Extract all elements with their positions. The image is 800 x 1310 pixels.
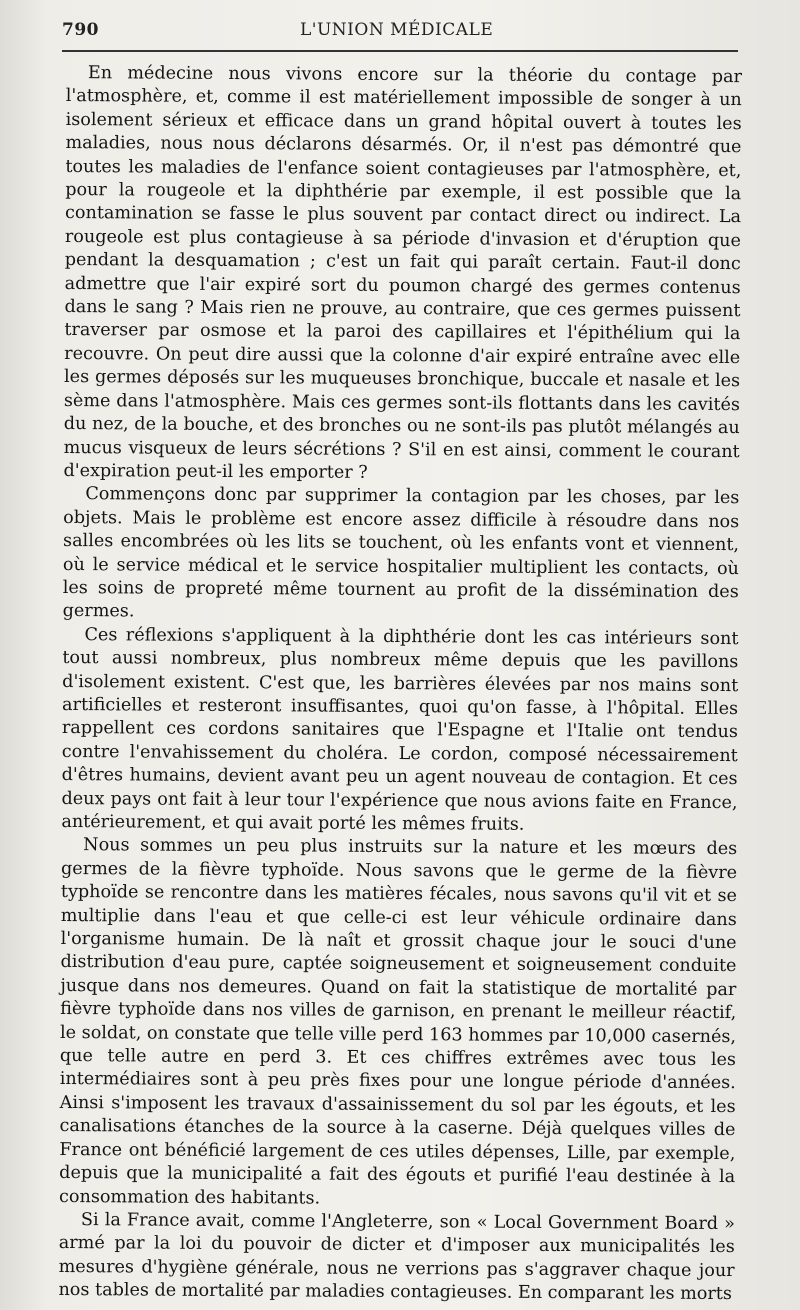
running-head xyxy=(62,14,746,44)
page-number: 790 xyxy=(62,20,99,40)
body-text xyxy=(58,62,742,1307)
journal-title: L'UNION MÉDICALE xyxy=(300,20,494,40)
header-rule xyxy=(62,50,738,52)
paragraph-2: Commençons donc par supprimer la contagion par les choses, par les objets. Mais le problème est encore assez difficile à résoudre dans nos salles encombrées où les lits se touchent, où les enfants vont et viennent, où le service médical et le service hospitalier multiplient les contacts, où les soins de propreté même tournent au profit de la dissémination des germes. xyxy=(62,484,740,622)
paragraph-1: En médecine nous vivons encore sur la théorie du contage par l'atmosphère, et, comme il est matériellement impossible de songer à un isolement sérieux et efficace dans un grand hôpital ouvert à toutes les maladies, nous nous déclarons désarmés. Or, il n'est pas démontré que toutes les maladies de l'enfance soient contagieuses par l'atmosphère, et, pour la rougeole et la diphthérie par exemple, il est possible que la contamination se fasse le plus souvent par contact direct ou indirect. La rougeole est plus contagieuse à sa période d'invasion et d'éruption que pendant la desquamation ; c'est un fait qui paraît certain. Faut-il donc admettre que l'air expiré sort du poumon chargé des germes contenus dans le sang ? Mais rien ne prouve, au contraire, que ces germes puissent traverser par osmose et la paroi des capillaires et l'épithélium qui la recouvre. On peut dire aussi que la colonne d'air expiré entraîne avec elle les germes déposés sur les muqueuses bronchique, buccale et nasale et les sème dans l'atmosphère. Mais ces germes sont-ils flottants dans les cavités du nez, de la bouche, et des bronches ou ne sont-ils pas plutôt mélangés au mucus visqueux de leurs sécrétions ? S'il en est ainsi, comment le courant d'expiration peut-il les emporter ? xyxy=(63,63,742,483)
paragraph-3: Ces réflexions s'appliquent à la diphthérie dont les cas intérieurs sont tout aussi nombreux, plus nombreux même depuis que les pavillons d'isolement existent. C'est que, les barrières élevées par nos mains sont artificielles et resteront insuffisantes, quoi qu'on fasse, à l'hôpital. Elles rappellent ces cordons sanitaires que l'Espagne et l'Italie ont tendus contre l'envahissement du choléra. Le cordon, composé nécessairement d'êtres humains, devient avant peu un agent nouveau de contagion. Et ces deux pays ont fait à leur tour l'expérience que nous avions faite en France, antérieurement, et qui avait porté les mêmes fruits. xyxy=(61,624,739,835)
paragraph-5: Si la France avait, comme l'Angleterre, son « Local Government Board » armé par la loi du pouvoir de dicter et d'imposer aux municipalités les mesures d'hygiène générale, nous ne verrions pas s'aggraver chaque jour nos tables de mortalité par maladies contagieuses. En comparant les morts xyxy=(58,1210,735,1305)
paragraph-4: Nous sommes un peu plus instruits sur la nature et les mœurs des germes de la fièvre typhoïde. Nous savons que le germe de la fièvre typhoïde se rencontre dans les matières fécales, nous savons qu'il vit et se multiplie dans l'eau et que celle-ci est leur véhicule ordinaire dans l'organisme humain. De là naît et grossit chaque jour le souci d'une distribution d'eau pure, captée soigneusement et soigneusement conduite jusque dans nos demeures. Quand on fait la statistique de mortalité par fièvre typhoïde dans nos villes de garnison, en prenant le meilleur réactif, le soldat, on constate que telle ville perd 163 hommes par 10,000 casernés, que telle autre en perd 3. Et ces chiffres extrêmes avec tous les intermédiaires sont à peu près fixes pour une longue période d'années. Ainsi s'imposent les travaux d'assainissement du sol par les égouts, et les canalisations étanches de la source à la caserne. Déjà quelques villes de France ont bénéficié largement de ces utiles dépenses, Lille, par exemple, depuis que la municipalité a fait des égouts et purifié l'eau destinée à la consommation des habitants. xyxy=(59,835,738,1209)
